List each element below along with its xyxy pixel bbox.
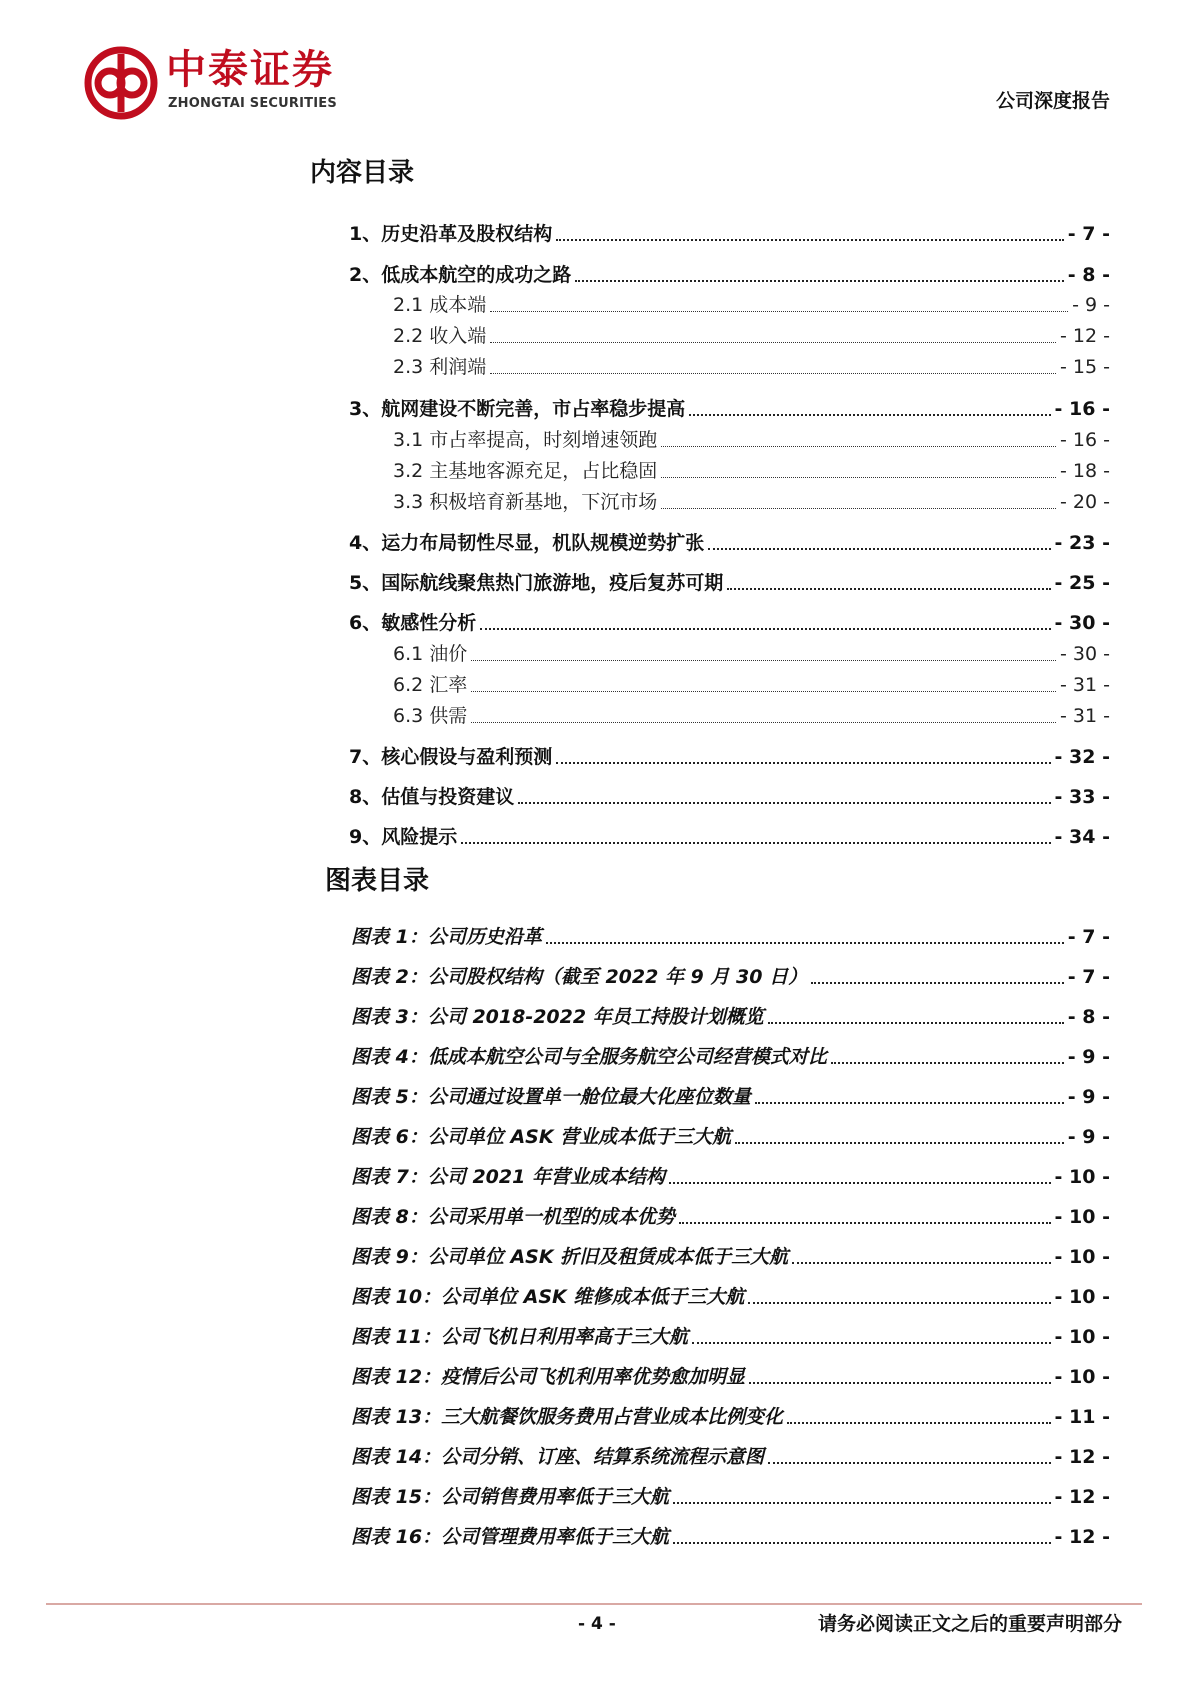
figure-entry-page: - 9 - <box>1067 1046 1110 1068</box>
figure-entry-label: 图表 3：公司 2018-2022 年员工持股计划概览 <box>351 1006 764 1028</box>
toc-entry-page: - 32 - <box>1054 746 1110 768</box>
toc-entry-page: - 15 - <box>1060 356 1110 378</box>
dot-leader <box>461 842 1050 844</box>
figure-entry[interactable] <box>351 1044 1110 1070</box>
dot-leader <box>673 1502 1050 1504</box>
dot-leader <box>490 311 1068 312</box>
figure-entry[interactable] <box>351 1004 1110 1030</box>
figure-entry-page: - 8 - <box>1067 1006 1110 1028</box>
toc-entry-page: - 18 - <box>1060 460 1110 482</box>
dot-leader <box>471 691 1056 692</box>
figure-entry-label: 图表 5：公司通过设置单一舱位最大化座位数量 <box>351 1086 751 1108</box>
toc-entry-label: 6、敏感性分析 <box>349 612 477 634</box>
toc-entry-label: 3.1 市占率提高，时刻增速领跑 <box>393 429 658 451</box>
toc-entry[interactable] <box>349 744 1110 770</box>
dot-leader <box>480 628 1050 630</box>
dot-leader <box>768 1462 1050 1464</box>
toc-entry[interactable] <box>393 672 1110 698</box>
toc-entry-page: - 30 - <box>1060 643 1110 665</box>
figure-entry-label: 图表 14：公司分销、订座、结算系统流程示意图 <box>351 1446 765 1468</box>
figure-entry[interactable] <box>351 964 1110 990</box>
toc-entry[interactable] <box>393 641 1110 667</box>
figure-entry-page: - 10 - <box>1054 1366 1110 1388</box>
toc-entry-label: 6.3 供需 <box>393 705 468 727</box>
dot-leader <box>692 1342 1050 1344</box>
figure-entry-page: - 12 - <box>1054 1486 1110 1508</box>
dot-leader <box>556 762 1050 764</box>
toc-entry[interactable] <box>349 784 1110 810</box>
zhongtai-logo-icon <box>84 46 158 120</box>
figure-entry-page: - 12 - <box>1054 1446 1110 1468</box>
dot-leader <box>471 660 1056 661</box>
dot-leader <box>708 548 1050 550</box>
toc-entry[interactable] <box>349 530 1110 556</box>
figure-entry[interactable] <box>351 1524 1110 1550</box>
toc-entry-label: 5、国际航线聚焦热门旅游地，疫后复苏可期 <box>349 572 724 594</box>
toc-entry-label: 4、运力布局韧性尽显，机队规模逆势扩张 <box>349 532 705 554</box>
toc-entry-label: 3.2 主基地客源充足，占比稳固 <box>393 460 658 482</box>
toc-entry-label: 2、低成本航空的成功之路 <box>349 264 572 286</box>
figure-entry-label: 图表 1：公司历史沿革 <box>351 926 542 948</box>
toc-entry-label: 3.3 积极培育新基地，下沉市场 <box>393 491 658 513</box>
dot-leader <box>689 414 1050 416</box>
toc-entry[interactable] <box>393 703 1110 729</box>
dot-leader <box>755 1102 1064 1104</box>
toc-entry[interactable] <box>393 458 1110 484</box>
toc-entry-page: - 8 - <box>1067 264 1110 286</box>
figure-entry-page: - 9 - <box>1067 1086 1110 1108</box>
dot-leader <box>792 1262 1050 1264</box>
figure-entry-page: - 10 - <box>1054 1286 1110 1308</box>
figure-entry-label: 图表 16：公司管理费用率低于三大航 <box>351 1526 670 1548</box>
figure-list-title: 图表目录 <box>325 866 430 896</box>
toc-entry[interactable] <box>349 610 1110 636</box>
toc-entry-label: 9、风险提示 <box>349 826 458 848</box>
toc-entry-page: - 7 - <box>1067 223 1110 245</box>
brand-name-en: ZHONGTAI SECURITIES <box>168 96 337 111</box>
toc-title: 内容目录 <box>310 158 415 188</box>
figure-entry-page: - 10 - <box>1054 1326 1110 1348</box>
figure-entry[interactable] <box>351 1444 1110 1470</box>
figure-entry-page: - 7 - <box>1067 966 1110 988</box>
figure-entry-label: 图表 2：公司股权结构（截至 2022 年 9 月 30 日） <box>351 966 808 988</box>
page-header <box>0 0 1190 140</box>
dot-leader <box>811 982 1064 984</box>
toc-entry[interactable] <box>393 323 1110 349</box>
toc-entry-label: 3、航网建设不断完善，市占率稳步提高 <box>349 398 686 420</box>
toc-entry[interactable] <box>349 570 1110 596</box>
brand-name-cn: 中泰证券 <box>166 47 334 93</box>
toc-entry-label: 6.1 油价 <box>393 643 468 665</box>
figure-entry[interactable] <box>351 1084 1110 1110</box>
toc-entry[interactable] <box>349 824 1110 850</box>
toc-entry[interactable] <box>393 489 1110 515</box>
toc-entry[interactable] <box>393 292 1110 318</box>
dot-leader <box>735 1142 1064 1144</box>
toc-entry-page: - 30 - <box>1054 612 1110 634</box>
figure-entry[interactable] <box>351 1204 1110 1230</box>
figure-entry-label: 图表 10：公司单位 ASK 维修成本低于三大航 <box>351 1286 745 1308</box>
toc-entry-label: 2.2 收入端 <box>393 325 487 347</box>
page-number: - 4 - <box>578 1614 616 1634</box>
figure-entry-label: 图表 11：公司飞机日利用率高于三大航 <box>351 1326 689 1348</box>
dot-leader <box>575 280 1064 282</box>
figure-entry[interactable] <box>351 1404 1110 1430</box>
figure-entry-page: - 10 - <box>1054 1166 1110 1188</box>
toc-entry[interactable] <box>393 354 1110 380</box>
footer-divider <box>46 1603 1142 1605</box>
figure-entry[interactable] <box>351 1124 1110 1150</box>
dot-leader <box>556 239 1064 241</box>
dot-leader <box>490 373 1056 374</box>
toc-entry-label: 6.2 汇率 <box>393 674 468 696</box>
figure-entry-label: 图表 6：公司单位 ASK 营业成本低于三大航 <box>351 1126 732 1148</box>
figure-entry-page: - 11 - <box>1054 1406 1110 1428</box>
toc-entry-label: 2.1 成本端 <box>393 294 487 316</box>
dot-leader <box>673 1542 1050 1544</box>
dot-leader <box>749 1382 1050 1384</box>
dot-leader <box>727 588 1050 590</box>
toc-entry[interactable] <box>393 427 1110 453</box>
toc-entry[interactable] <box>349 396 1110 422</box>
toc-entry-label: 1、历史沿革及股权结构 <box>349 223 553 245</box>
toc-entry-page: - 9 - <box>1072 294 1110 316</box>
figure-entry[interactable] <box>351 1324 1110 1350</box>
toc-entry-label: 2.3 利润端 <box>393 356 487 378</box>
toc-entry[interactable] <box>349 221 1110 247</box>
figure-entry-label: 图表 9：公司单位 ASK 折旧及租赁成本低于三大航 <box>351 1246 789 1268</box>
disclaimer-note: 请务必阅读正文之后的重要声明部分 <box>817 1613 1122 1635</box>
dot-leader <box>679 1222 1051 1224</box>
dot-leader <box>787 1422 1050 1424</box>
figure-entry-page: - 12 - <box>1054 1526 1110 1548</box>
figure-entry-label: 图表 7：公司 2021 年营业成本结构 <box>351 1166 665 1188</box>
toc-entry-page: - 12 - <box>1060 325 1110 347</box>
figure-entry-label: 图表 8：公司采用单一机型的成本优势 <box>351 1206 675 1228</box>
toc-entry-page: - 23 - <box>1054 532 1110 554</box>
figure-entry-page: - 10 - <box>1054 1206 1110 1228</box>
figure-entry-page: - 9 - <box>1067 1126 1110 1148</box>
toc-entry-page: - 31 - <box>1060 705 1110 727</box>
dot-leader <box>518 802 1050 804</box>
figure-entry-page: - 7 - <box>1067 926 1110 948</box>
figure-entry[interactable] <box>351 1364 1110 1390</box>
figure-entry[interactable] <box>351 1164 1110 1190</box>
toc-entry-page: - 25 - <box>1054 572 1110 594</box>
figure-entry-label: 图表 12：疫情后公司飞机利用率优势愈加明显 <box>351 1366 746 1388</box>
figure-entry[interactable] <box>351 1484 1110 1510</box>
document-type: 公司深度报告 <box>995 90 1110 112</box>
toc-entry-page: - 20 - <box>1060 491 1110 513</box>
dot-leader <box>661 446 1056 447</box>
toc-entry-page: - 16 - <box>1060 429 1110 451</box>
dot-leader <box>661 508 1056 509</box>
dot-leader <box>471 722 1056 723</box>
toc-entry-page: - 33 - <box>1054 786 1110 808</box>
figure-entry-label: 图表 13：三大航餐饮服务费用占营业成本比例变化 <box>351 1406 784 1428</box>
figure-entry-label: 图表 4：低成本航空公司与全服务航空公司经营模式对比 <box>351 1046 827 1068</box>
toc-entry-page: - 34 - <box>1054 826 1110 848</box>
toc-entry-label: 7、核心假设与盈利预测 <box>349 746 553 768</box>
dot-leader <box>490 342 1056 343</box>
figure-entry[interactable] <box>351 1284 1110 1310</box>
figure-entry[interactable] <box>351 1244 1110 1270</box>
toc-entry-page: - 31 - <box>1060 674 1110 696</box>
dot-leader <box>831 1062 1064 1064</box>
figure-entry-page: - 10 - <box>1054 1246 1110 1268</box>
dot-leader <box>768 1022 1064 1024</box>
toc-entry-label: 8、估值与投资建议 <box>349 786 515 808</box>
dot-leader <box>748 1302 1050 1304</box>
dot-leader <box>546 942 1064 944</box>
toc-entry[interactable] <box>349 262 1110 288</box>
dot-leader <box>669 1182 1051 1184</box>
toc-entry-page: - 16 - <box>1054 398 1110 420</box>
figure-entry-label: 图表 15：公司销售费用率低于三大航 <box>351 1486 670 1508</box>
dot-leader <box>661 477 1056 478</box>
figure-entry[interactable] <box>351 924 1110 950</box>
